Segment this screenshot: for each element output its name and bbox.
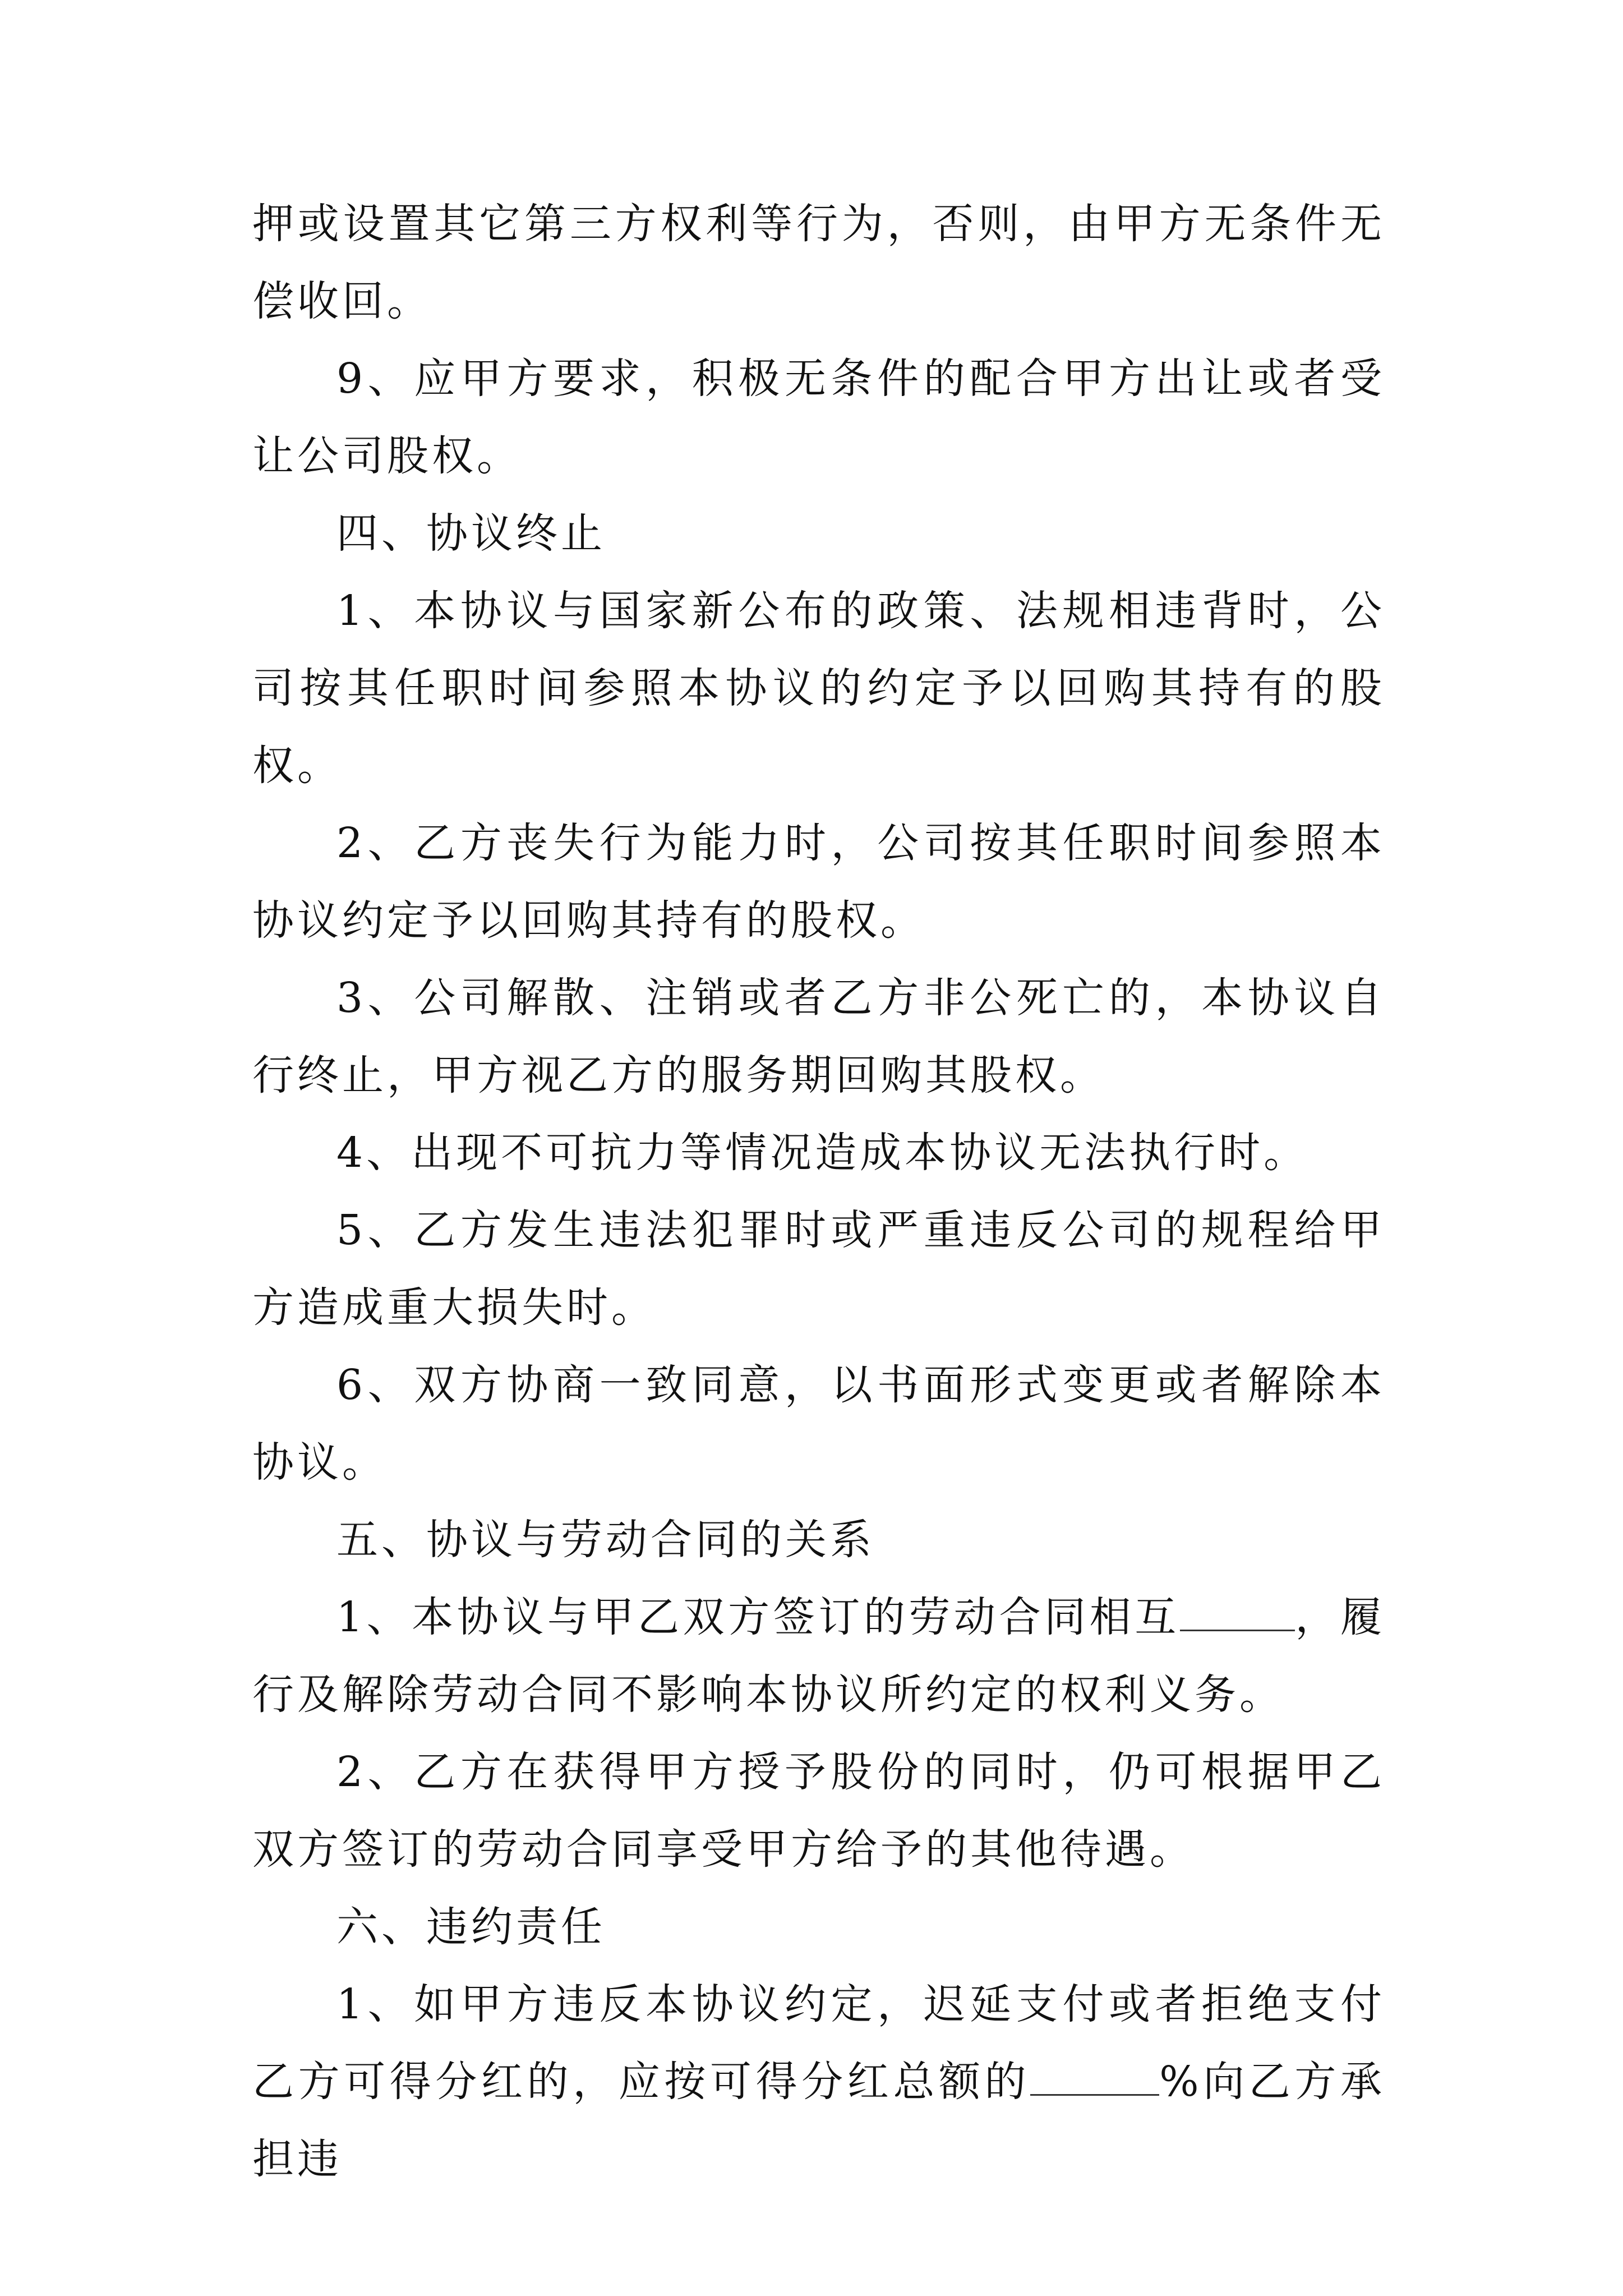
termination-clause-6: 6、双方协商一致同意，以书面形式变更或者解除本协议。 <box>252 1361 1385 1487</box>
labor-clause-1-after: ，履行及解除劳动合同不影响本协议所约定的权利义务。 <box>252 1593 1385 1719</box>
liability-clause-1-before: 1、如甲方违反本协议约定，迟延支付或者拒绝支付乙方可得分红的，应按可得分红总额的 <box>252 1980 1385 2106</box>
termination-clause-5: 5、乙方发生违法犯罪时或严重违反公司的规程给甲方造成重大损失时。 <box>252 1206 1385 1332</box>
section-heading-liability: 六、违约责任 <box>336 1903 606 1951</box>
termination-clause-1: 1、本协议与国家新公布的政策、法规相违背时，公司按其任职时间参照本协议的约定予以回购其持有的股权。 <box>252 587 1385 790</box>
termination-clause-3: 3、公司解散、注销或者乙方非公死亡的，本协议自行终止，甲方视乙方的服务期回购其股权。 <box>252 974 1385 1099</box>
liability-clause-1 <box>252 1966 1385 2198</box>
section-heading-termination: 四、协议终止 <box>336 509 606 558</box>
liability-clause-1-after: %向乙方承担违 <box>252 2058 1385 2183</box>
section-heading-labor-contract: 五、协议与劳动合同的关系 <box>336 1516 875 1564</box>
termination-clause-4: 4、出现不可抗力等情况造成本协议无法执行时。 <box>336 1129 1309 1177</box>
document-page <box>252 185 1385 2198</box>
labor-clause-1-before: 1、本协议与甲乙双方签订的劳动合同相互 <box>336 1593 1180 1641</box>
labor-clause-2: 2、乙方在获得甲方授予股份的同时，仍可根据甲乙双方签订的劳动合同享受甲方给予的其他待遇。 <box>252 1748 1385 1874</box>
percent-blank <box>1030 2056 1159 2096</box>
labor-clause-1 <box>252 1579 1385 1733</box>
termination-clause-2: 2、乙方丧失行为能力时，公司按其任职时间参照本协议约定予以回购其持有的股权。 <box>252 819 1385 945</box>
fill-in-blank <box>1180 1592 1295 1631</box>
paragraph-continuation: 押或设置其它第三方权利等行为，否则，由甲方无条件无偿收回。 <box>252 200 1385 325</box>
clause-9: 9、应甲方要求，积极无条件的配合甲方出让或者受让公司股权。 <box>252 355 1385 480</box>
